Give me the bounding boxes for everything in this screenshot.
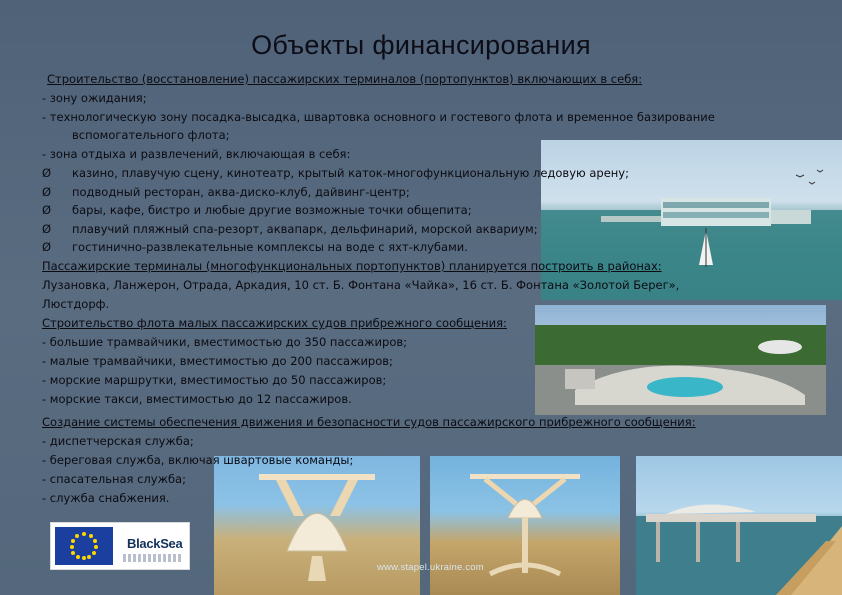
section2-line: Люстдорф.: [42, 297, 110, 311]
section1-item: вспомогательного флота;: [72, 128, 230, 142]
slide-title: Объекты финансирования: [251, 30, 591, 60]
section4-heading: Создание системы обеспечения движения и безопасности судов пассажирского прибрежного сообщения:: [42, 415, 696, 429]
bullet-text: казино, плавучую сцену, кинотеатр, крытый каток-многофункциональную ледовую арену;: [72, 166, 629, 180]
bullet-text: гостинично-развлекательные комплексы на воде с яхт-клубами.: [72, 240, 468, 254]
section4-item: - спасательная служба;: [42, 472, 186, 486]
section4-item: - береговая служба, включая швартовые команды;: [42, 453, 354, 467]
section1-bullet: [42, 166, 629, 180]
bullet-text: подводный ресторан, аква-диско-клуб, дайвинг-центр;: [72, 185, 410, 199]
section1-item: - зону ожидания;: [42, 91, 147, 105]
bullet-arrow-icon: Ø: [42, 222, 52, 236]
black-sea-logo-text: BlackSea: [127, 536, 183, 551]
section3-item: - морские такси, вместимостью до 12 пассажиров.: [42, 392, 352, 406]
section3-item: - малые трамвайчики, вместимостью до 200 пассажиров;: [42, 354, 393, 368]
section3-heading: Строительство флота малых пассажирских судов прибрежного сообщения:: [42, 316, 507, 330]
bullet-text: бары, кафе, бистро и любые другие возможные точки общепита;: [72, 203, 472, 217]
bullet-text: плавучий пляжный спа-резорт, аквапарк, дельфинарий, морской аквариум;: [72, 222, 538, 236]
footer-url[interactable]: www.stapel.ukraine.com: [377, 562, 484, 573]
bullet-arrow-icon: Ø: [42, 203, 52, 217]
bullet-arrow-icon: Ø: [42, 166, 52, 180]
section1-item: - технологическую зону посадка-высадка, швартовка основного и гостевого флота и временное базирование: [42, 110, 715, 124]
section1-bullet: [42, 222, 538, 236]
section2-heading: Пассажирские терминалы (многофункциональных портопунктов) планируется построить в районах:: [42, 259, 662, 273]
section1-bullet: [42, 203, 472, 217]
section1-heading: Строительство (восстановление) пассажирских терминалов (портопунктов) включающих в себя:: [47, 72, 643, 86]
bullet-arrow-icon: Ø: [42, 185, 52, 199]
section3-item: - морские маршрутки, вместимостью до 50 пассажиров;: [42, 373, 387, 387]
section2-line: Лузановка, Ланжерон, Отрада, Аркадия, 10 ст. Б. Фонтана «Чайка», 16 ст. Б. Фонтана «Золотой Берег»,: [42, 278, 680, 292]
section4-item: - служба снабжения.: [42, 491, 170, 505]
section1-bullet: [42, 240, 468, 254]
section3-item: - большие трамвайчики, вместимостью до 350 пассажиров;: [42, 335, 408, 349]
bullet-arrow-icon: Ø: [42, 240, 52, 254]
section4-item: - диспетчерская служба;: [42, 434, 194, 448]
section1-item: - зона отдыха и развлечений, включающая в себя:: [42, 147, 351, 161]
section1-bullet: [42, 185, 410, 199]
